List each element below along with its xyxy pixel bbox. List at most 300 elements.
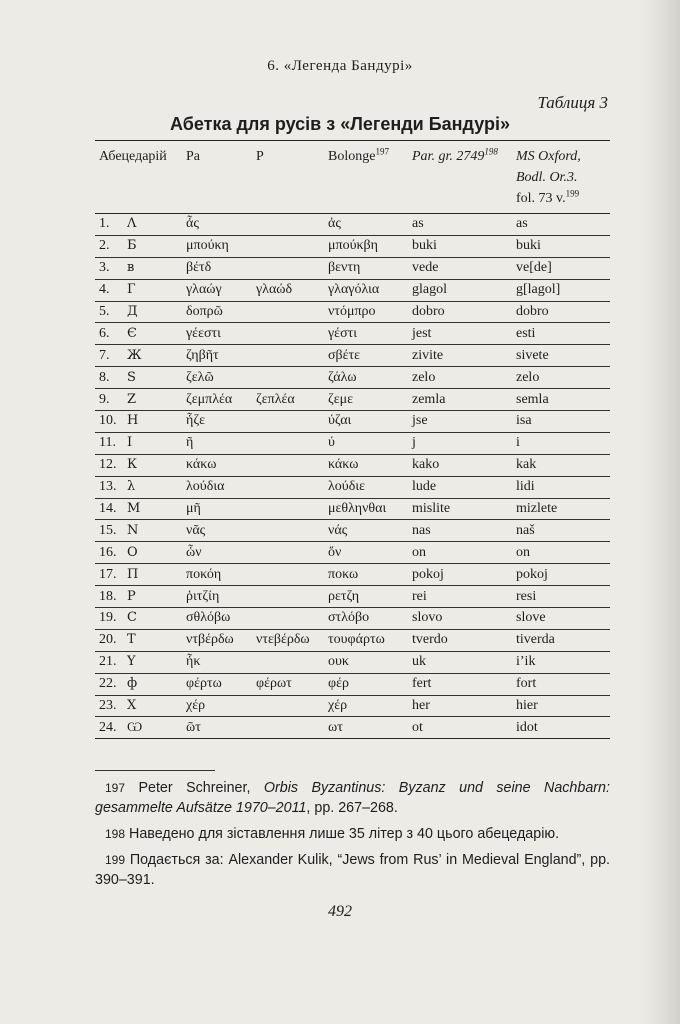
cell-pa-text: ὧν [186,544,202,560]
cell-par-gr [408,564,512,586]
table-header [95,141,610,214]
row-number: 16. [99,544,117,560]
row-number: 21. [99,654,117,670]
cell-ms-oxford [512,389,610,411]
footnote-198: 198 Наведено для зіставлення лише 35 літер з 40 цього абецедарію. [105,826,560,842]
cell-ms-oxford [512,323,610,345]
cell-ms-oxford [512,476,610,498]
cell-pa-text: ῆ [186,435,194,451]
cell-bolonge [324,586,408,608]
row-number: 19. [99,610,117,626]
cell-pa-text: ζεμπλέα [186,391,233,407]
glagolitic-letter: Т [127,632,136,648]
cell-par-gr-text: kako [412,457,440,473]
row-number: 1. [99,216,110,232]
table-row [95,651,610,673]
cell-abecedary [95,476,182,498]
cell-par-gr-text: buki [412,238,437,254]
cell-par-gr [408,235,512,257]
cell-par-gr-text: jest [412,325,432,341]
cell-pa [182,629,252,651]
cell-p [252,257,324,279]
cell-ms-oxford-text: as [516,216,528,232]
row-number: 6. [99,325,110,341]
cell-bolonge-text: ουκ [328,654,349,670]
cell-pa-text: ῥιτζίη [186,588,220,604]
cell-bolonge [324,476,408,498]
cell-p-text: γλαώδ [256,282,293,298]
cell-pa [182,695,252,717]
cell-bolonge-text: χέρ [328,698,348,714]
cell-ms-oxford [512,542,610,564]
cell-pa [182,367,252,389]
cell-ms-oxford-text: idot [516,719,538,735]
cell-ms-oxford [512,214,610,236]
cell-ms-oxford-text: dobro [516,304,549,319]
cell-p [252,542,324,564]
glagolitic-letter: Υ [127,654,136,670]
cell-pa-text: φέρτω [186,676,222,692]
row-number: 24. [99,719,117,735]
glagolitic-letter: П [127,566,139,582]
cell-par-gr [408,367,512,389]
cell-bolonge-text: ντόμπρο [328,304,376,319]
cell-p [252,235,324,257]
cell-pa-text: γλαώγ [186,282,222,298]
cell-pa-text: νᾶς [186,522,206,538]
cell-abecedary [95,695,182,717]
glagolitic-letter: Р [127,588,136,604]
table-body [95,214,610,739]
cell-par-gr [408,695,512,717]
header-p: P [256,149,264,164]
cell-pa-text: μῆ [186,501,201,517]
row-number: 12. [99,457,117,473]
cell-pa [182,257,252,279]
cell-bolonge [324,717,408,739]
cell-ms-oxford-text: fort [516,676,537,692]
cell-par-gr [408,498,512,520]
cell-abecedary [95,257,182,279]
cell-par-gr [408,389,512,411]
cell-ms-oxford-text: esti [516,325,536,341]
cell-par-gr-text: fert [412,676,432,692]
cell-abecedary [95,717,182,739]
cell-pa [182,520,252,542]
glagolitic-letter: Є [127,325,137,341]
cell-pa [182,454,252,476]
cell-ms-oxford-text: ve[de] [516,260,552,276]
cell-pa [182,608,252,630]
glagolitic-letter: λ [127,479,136,495]
cell-abecedary [95,214,182,236]
cell-par-gr-text: uk [412,654,426,670]
header-pa: Pa [186,149,200,164]
row-number: 22. [99,676,117,692]
cell-pa [182,651,252,673]
cell-p-text: φέρωτ [256,676,292,692]
cell-par-gr [408,257,512,279]
cell-ms-oxford [512,586,610,608]
cell-bolonge [324,432,408,454]
glagolitic-letter: I [127,435,133,451]
cell-p [252,520,324,542]
cell-bolonge-text: στλόβο [328,610,370,626]
cell-pa [182,235,252,257]
cell-par-gr [408,629,512,651]
cell-pa-text: λούδια [186,479,225,495]
cell-par-gr-text: j [412,435,416,451]
cell-par-gr [408,411,512,433]
footnote-ref-197: 197 [375,146,389,157]
cell-bolonge-text: μεθληνθαι [328,501,387,517]
glagolitic-letter: Ѡ [127,719,143,735]
cell-bolonge-text: γέστι [328,325,358,341]
cell-par-gr-text: as [412,216,424,232]
cell-ms-oxford [512,629,610,651]
cell-ms-oxford-text: resi [516,588,537,604]
cell-pa-text: σθλόβω [186,610,231,626]
row-number: 5. [99,304,110,319]
cell-par-gr [408,520,512,542]
cell-pa [182,432,252,454]
cell-bolonge-text: ὄν [328,544,342,560]
cell-ms-oxford-text: kak [516,457,537,473]
table-row [95,323,610,345]
cell-ms-oxford-text: lidi [516,479,535,495]
footnote-rule [95,770,215,771]
cell-abecedary [95,432,182,454]
row-number: 20. [99,632,117,648]
cell-pa-text: ῶτ [186,719,201,735]
cell-bolonge-text: τουφάρτω [328,632,385,648]
table-row [95,608,610,630]
cell-pa-text: ποκόη [186,566,222,582]
cell-bolonge-text: φέρ [328,676,349,692]
glagolitic-letter: Ѕ [127,369,136,385]
cell-bolonge [324,651,408,673]
cell-p [252,454,324,476]
cell-bolonge [324,564,408,586]
glagolitic-letter: ф [127,676,138,692]
cell-ms-oxford [512,498,610,520]
cell-par-gr [408,345,512,367]
cell-p [252,345,324,367]
table-row [95,717,610,739]
cell-abecedary [95,498,182,520]
cell-p [252,695,324,717]
cell-par-gr [408,651,512,673]
table-row [95,520,610,542]
cell-ms-oxford-text: g[lagol] [516,282,561,298]
table-row [95,257,610,279]
cell-bolonge [324,367,408,389]
cell-bolonge [324,301,408,323]
cell-bolonge-text: βεντη [328,260,361,276]
cell-bolonge [324,673,408,695]
cell-abecedary [95,301,182,323]
table-row [95,345,610,367]
cell-pa-text: γέεστι [186,325,221,341]
cell-ms-oxford [512,301,610,323]
cell-ms-oxford [512,411,610,433]
cell-p [252,367,324,389]
glagolitic-letter: С [127,610,137,626]
glagolitic-letter: Ж [127,347,142,363]
cell-pa [182,301,252,323]
table-row [95,411,610,433]
cell-par-gr [408,214,512,236]
cell-ms-oxford-text: buki [516,238,541,254]
cell-abecedary [95,542,182,564]
table-row [95,629,610,651]
cell-bolonge-text: γλαγόλια [328,282,380,298]
glagolitic-letter: Λ [127,216,137,232]
cell-bolonge [324,629,408,651]
cell-abecedary [95,608,182,630]
table-row [95,695,610,717]
cell-bolonge [324,279,408,301]
cell-abecedary [95,323,182,345]
cell-bolonge-text: ζάλω [328,369,357,385]
cell-abecedary [95,367,182,389]
cell-p [252,476,324,498]
cell-par-gr [408,608,512,630]
cell-par-gr-text: on [412,544,426,560]
cell-pa-text: δοπρῶ [186,304,223,319]
cell-pa [182,323,252,345]
cell-p [252,717,324,739]
cell-bolonge [324,542,408,564]
cell-p [252,629,324,651]
row-number: 10. [99,413,117,429]
cell-ms-oxford [512,564,610,586]
cell-bolonge-text: ωτ [328,719,343,735]
cell-par-gr [408,279,512,301]
table-row [95,586,610,608]
cell-bolonge [324,323,408,345]
table-row [95,542,610,564]
row-number: 7. [99,347,110,363]
page-number: 492 [328,903,352,920]
cell-ms-oxford-text: i’ik [516,654,536,670]
cell-p [252,608,324,630]
cell-p-text: ζεπλέα [256,391,295,407]
cell-p [252,564,324,586]
abecedary-table [95,140,610,739]
cell-par-gr-text: slovo [412,610,443,626]
cell-abecedary [95,564,182,586]
table-row [95,454,610,476]
cell-pa [182,542,252,564]
cell-bolonge-text: ύ [328,435,335,451]
cell-par-gr-text: ot [412,719,423,735]
cell-ms-oxford-text: on [516,544,530,560]
cell-ms-oxford-text: sivete [516,347,549,363]
footnote-ref-198: 198 [484,146,498,157]
cell-bolonge-text: λούδιε [328,479,365,495]
glagolitic-letter: Х [127,698,137,714]
row-number: 2. [99,238,110,254]
cell-pa-text: βέτδ [186,260,212,276]
cell-abecedary [95,629,182,651]
cell-abecedary [95,279,182,301]
cell-ms-oxford [512,279,610,301]
cell-ms-oxford [512,520,610,542]
glagolitic-letter: Б [127,238,137,254]
cell-par-gr-text: pokoj [412,566,444,582]
cell-bolonge [324,454,408,476]
row-number: 17. [99,566,117,582]
header-abecedary: Абецедарій [99,149,167,164]
footnote-197: 197 Peter Schreiner, Orbis Byzantinus: Byzanz und seine Nachbarn: gesammelte Aufsätze 1970–2011, pp. 267–268. [95,780,610,816]
row-number: 9. [99,391,110,407]
cell-bolonge-text: ἀς [328,216,341,232]
header-par-gr: Par. gr. 2749$^{198}$ [412,146,498,164]
cell-pa-text: ζελῶ [186,369,214,385]
cell-p [252,301,324,323]
glagolitic-letter: О [127,544,138,560]
cell-par-gr-text: glagol [412,282,447,298]
cell-ms-oxford [512,367,610,389]
cell-bolonge [324,695,408,717]
cell-bolonge [324,498,408,520]
cell-p [252,279,324,301]
table-row [95,673,610,695]
row-number: 23. [99,698,117,714]
cell-p [252,214,324,236]
row-number: 18. [99,588,117,604]
cell-par-gr [408,673,512,695]
glagolitic-letter: Н [127,413,139,429]
row-number: 13. [99,479,117,495]
cell-ms-oxford [512,257,610,279]
cell-bolonge-text: ρετζη [328,588,360,604]
cell-ms-oxford-text: mizlete [516,501,558,517]
cell-ms-oxford-text: naš [516,522,535,538]
cell-ms-oxford [512,651,610,673]
cell-pa [182,214,252,236]
cell-pa-text: κάκω [186,457,217,473]
cell-p [252,586,324,608]
table-row [95,564,610,586]
cell-ms-oxford-text: pokoj [516,566,548,582]
cell-ms-oxford [512,345,610,367]
cell-par-gr-text: zivite [412,347,444,363]
cell-bolonge-text: ποκω [328,566,359,582]
row-number: 8. [99,369,110,385]
running-head: 6. «Легенда Бандурі» [267,58,413,74]
cell-bolonge [324,214,408,236]
cell-abecedary [95,454,182,476]
table-row [95,367,610,389]
cell-par-gr-text: dobro [412,304,445,319]
cell-p [252,432,324,454]
table-row [95,235,610,257]
cell-bolonge-text: νάς [328,522,348,538]
table-row [95,389,610,411]
cell-ms-oxford [512,454,610,476]
cell-pa [182,389,252,411]
cell-ms-oxford [512,695,610,717]
glagolitic-letter: К [127,457,138,473]
cell-bolonge-text: μπούκβη [328,238,379,254]
cell-par-gr-text: vede [412,260,439,276]
cell-ms-oxford [512,673,610,695]
cell-ms-oxford-text: hier [516,698,538,714]
table-row [95,432,610,454]
cell-abecedary [95,673,182,695]
cell-p [252,323,324,345]
cell-par-gr [408,542,512,564]
cell-abecedary [95,389,182,411]
cell-ms-oxford-text: isa [516,413,532,429]
footnote-ref-199: 199 [565,188,580,199]
cell-abecedary [95,345,182,367]
row-number: 11. [99,435,116,451]
row-number: 4. [99,282,110,298]
cell-pa [182,717,252,739]
cell-pa-text: ἧκ [186,654,201,670]
cell-par-gr-text: lude [412,479,437,495]
cell-abecedary [95,651,182,673]
cell-pa-text: ἧζε [186,413,205,429]
table-title: Абетка для русів з «Легенди Бандурі» [170,114,510,134]
row-number: 3. [99,260,110,276]
cell-bolonge [324,520,408,542]
cell-par-gr [408,717,512,739]
header-bolonge: Bolonge$^{197}$ [328,146,389,164]
cell-pa [182,279,252,301]
cell-bolonge-text: σβέτε [328,347,361,363]
cell-pa [182,345,252,367]
glagolitic-letter: ʙ [127,260,135,276]
cell-ms-oxford-text: tiverda [516,632,555,648]
glagolitic-letter: Ζ [127,391,137,407]
cell-pa [182,411,252,433]
cell-ms-oxford-text: semla [516,391,549,407]
footnotes [95,778,610,896]
cell-par-gr [408,476,512,498]
cell-par-gr-text: jse [412,413,428,429]
cell-par-gr-text: tverdo [412,632,448,648]
cell-par-gr-text: nas [412,522,431,538]
cell-ms-oxford [512,717,610,739]
cell-bolonge [324,235,408,257]
cell-ms-oxford-text: slove [516,610,546,626]
cell-abecedary [95,586,182,608]
cell-par-gr-text: mislite [412,501,451,517]
cell-bolonge [324,389,408,411]
table-row [95,301,610,323]
cell-pa [182,673,252,695]
cell-p [252,411,324,433]
cell-abecedary [95,520,182,542]
table-row [95,279,610,301]
cell-pa-text: ντβέρδω [186,632,234,648]
glagolitic-letter: М [127,501,141,517]
cell-bolonge [324,257,408,279]
cell-pa [182,498,252,520]
cell-abecedary [95,235,182,257]
cell-pa-text: μπούκη [186,238,229,254]
glagolitic-letter: Г [127,282,136,298]
glagolitic-letter: Д [127,304,138,319]
cell-ms-oxford-text: i [516,435,520,451]
cell-p [252,498,324,520]
cell-bolonge [324,345,408,367]
footnote-199: 199 Подається за: Alexander Kulik, “Jews from Rus’ in Medieval England”, pp. 390–391. [95,852,610,888]
